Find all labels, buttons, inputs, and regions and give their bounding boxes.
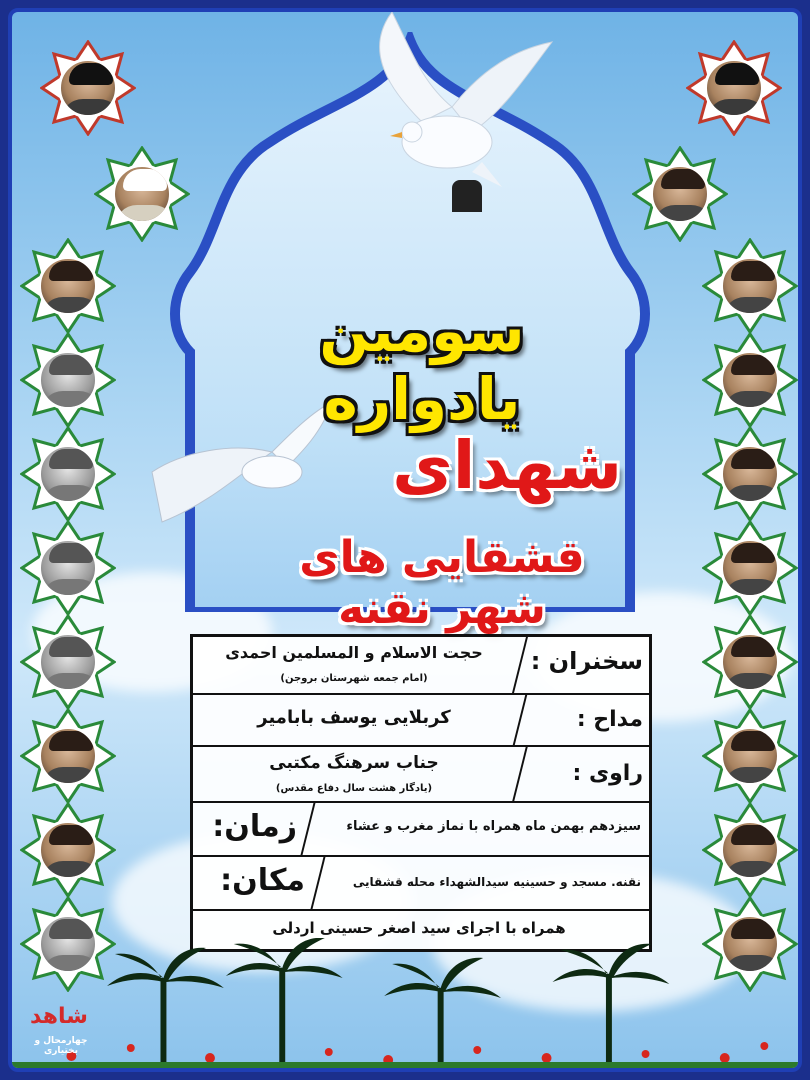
dove-illustration (302, 12, 562, 212)
portrait-photo (38, 632, 98, 692)
portrait-frame (702, 520, 798, 616)
portrait-frame (20, 614, 116, 710)
portrait-photo (704, 58, 764, 118)
portrait-photo (38, 538, 98, 598)
place-value: نقنه. مسجد و حسینیه سیدالشهداء محله قشقایی (352, 875, 641, 889)
logo-subtext: چهارمحال و بختیاری (34, 1036, 88, 1056)
row-separator (512, 747, 527, 801)
portrait-frame (686, 40, 782, 136)
portrait-photo (720, 632, 780, 692)
portrait-frame (632, 146, 728, 242)
portrait-photo (38, 350, 98, 410)
portrait-frame (20, 332, 116, 428)
portrait-photo (58, 58, 118, 118)
portrait-photo (112, 164, 172, 224)
narrator-label: راوی : (572, 761, 643, 786)
portrait-frame (20, 238, 116, 334)
info-row-narrator (193, 747, 649, 803)
eulogist-value: کربلایی یوسف بابامیر (257, 707, 451, 728)
portrait-photo (720, 256, 780, 316)
portrait-frame (702, 332, 798, 428)
eulogist-label: مداح : (576, 707, 643, 732)
speakers-sub: (امام جمعه شهرستان بروجن) (280, 673, 428, 684)
portrait-frame (702, 426, 798, 522)
portrait-photo (38, 256, 98, 316)
row-separator (513, 695, 527, 745)
palm-trees-illustration (12, 938, 798, 1068)
narrator-sub: (یادگار هشت سال دفاع مقدس) (275, 783, 433, 794)
portrait-frame (20, 520, 116, 616)
info-row-time (193, 803, 649, 857)
title-line-1: سومین یادواره (319, 297, 525, 433)
portrait-photo (38, 726, 98, 786)
speakers-value: حجت الاسلام و المسلمین احمدی (225, 643, 483, 662)
row-separator (512, 637, 528, 693)
portrait-frame (94, 146, 190, 242)
portrait-photo (38, 444, 98, 504)
portrait-frame (20, 896, 116, 992)
title-line-2: شهدای (392, 427, 622, 504)
logo-text: شاهد (30, 1004, 88, 1029)
portrait-photo (650, 164, 710, 224)
time-value: سیزدهم بهمن ماه همراه با نماز مغرب و عشاء (346, 819, 641, 834)
speakers-label: سخنران : (530, 647, 643, 675)
shahed-logo (26, 1002, 96, 1062)
host-value: همراه با اجرای سید اصغر حسینی اردلی (272, 919, 566, 937)
poster (8, 8, 802, 1072)
portrait-photo (720, 350, 780, 410)
portrait-frame (702, 896, 798, 992)
portrait-frame (702, 802, 798, 898)
portrait-frame (20, 426, 116, 522)
time-label: زمان: (212, 809, 297, 844)
portrait-photo (720, 820, 780, 880)
portrait-frame (702, 614, 798, 710)
info-row-place (193, 857, 649, 911)
portrait-frame (702, 238, 798, 334)
place-label: مکان: (220, 863, 305, 898)
portrait-frame (40, 40, 136, 136)
info-row-speakers (193, 637, 649, 695)
portrait-photo (38, 914, 98, 974)
narrator-value: جناب سرهنگ مکتبی (269, 753, 439, 773)
portrait-photo (720, 538, 780, 598)
portrait-frame (20, 708, 116, 804)
portrait-photo (38, 820, 98, 880)
portrait-frame (20, 802, 116, 898)
portrait-photo (720, 914, 780, 974)
portrait-photo (720, 444, 780, 504)
portrait-frame (702, 708, 798, 804)
info-table (190, 634, 652, 952)
portrait-photo (720, 726, 780, 786)
title-line-3: قشقایی های شهر نقنه (299, 532, 585, 634)
info-row-eulogist (193, 695, 649, 747)
